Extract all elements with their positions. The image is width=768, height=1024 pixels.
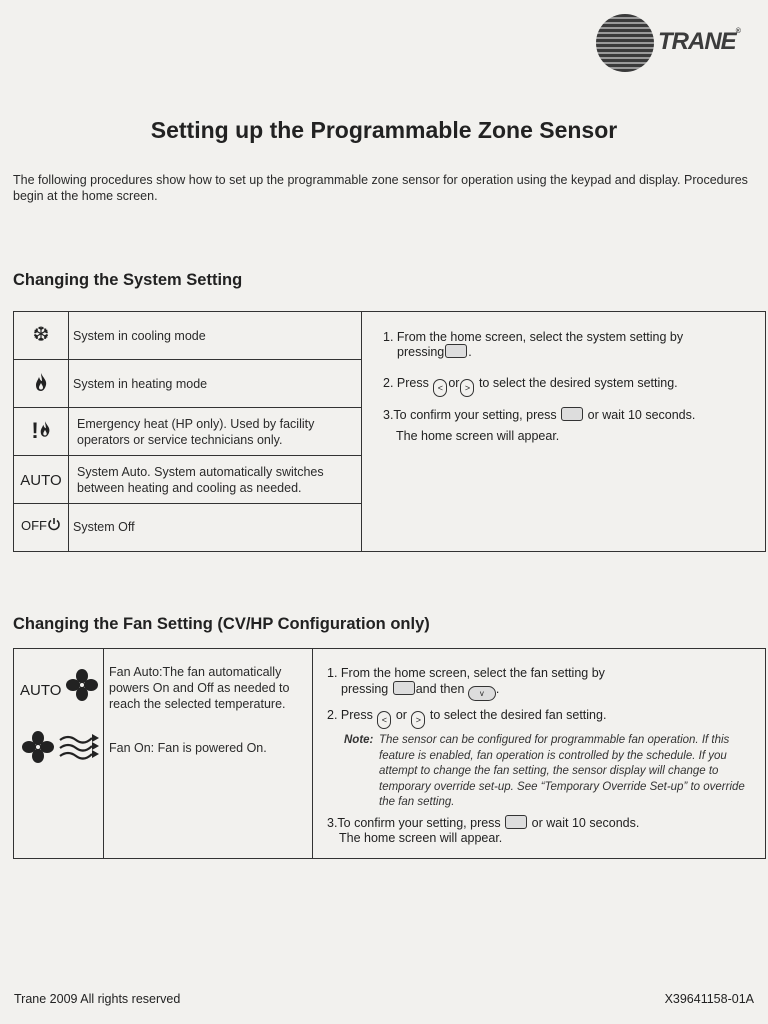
mode-emergency-text: Emergency heat (HP only). Used by facility operators or service technicians only. [77,417,315,447]
fan-note: The sensor can be configured for programmable fan operation. If this feature is enabled, fan operation is controlled by the schedule. If you attempt to change the fan setting, the sensor display will change to temporary override set-up. See “Temporary Override Set-up” to override the fan setting. [379,734,745,808]
mode-key-icon [445,344,467,358]
trane-globe-icon [596,14,654,72]
fan-step-1-cont: pressing and then v . [341,681,499,701]
fan-step-3: 3.To confirm your setting, press or wait 10 seconds. [327,816,640,830]
airflow-icon [58,731,102,763]
intro-text: The following procedures show how to set up the programmable zone sensor for operation using the keypad and display. Procedures begin at the home screen. [13,173,748,203]
mode-cooling-text: System in cooling mode [73,329,206,343]
fan-step-3-cont: The home screen will appear. [339,831,503,845]
mode-off-text: System Off [73,520,135,534]
confirm-key-icon [505,815,527,829]
mode-auto-text: System Auto. System automatically switches between heating and cooling as needed. [77,465,324,495]
off-power-icon [14,517,68,533]
right-arrow-key-icon: > [460,379,474,397]
logo-reg: ® [735,28,740,35]
system-heading: Changing the System Setting [13,271,243,289]
fan-on-text: Fan On: Fan is powered On. [109,741,267,755]
fan-key-icon [393,681,415,695]
fan-heading: Changing the Fan Setting (CV/HP Configuration only) [13,615,430,633]
left-arrow-key-icon: < [433,379,447,397]
trane-logo [596,14,766,74]
fan-auto-label: AUTO [20,682,62,699]
note-label: Note: [344,734,374,746]
flame-icon [14,372,68,396]
mode-heating-text: System in heating mode [73,377,208,391]
snowflake-icon: ❆ [32,324,50,346]
footer-copyright: Trane 2009 All rights reserved [14,992,181,1006]
left-arrow-key-icon: < [377,711,391,729]
fan-step-2: 2. Press < or > to select the desired fan setting. [327,707,606,729]
right-arrow-key-icon: > [411,711,425,729]
fan-on-icon [22,731,102,768]
confirm-key-icon [561,407,583,421]
fan-blade-icon [66,669,98,701]
fan-blade-icon [22,731,54,763]
auto-label: AUTO [20,472,62,489]
fan-step-1: 1. From the home screen, select the fan setting by [327,666,605,680]
fan-auto-text: Fan Auto:The fan automatically powers On and Off as needed to reach the selected temperature. [109,665,290,711]
off-label: OFF [21,518,47,533]
system-step-1: 1. From the home screen, select the system setting by [383,330,684,344]
down-arrow-key-icon: v [468,686,496,701]
system-step-2: 2. Press < or > to select the desired system setting. [383,375,678,397]
logo-word: TRANE [658,28,736,55]
system-step-3: 3.To confirm your setting, press or wait 10 seconds. [383,408,696,422]
system-step-3-cont: The home screen will appear. [396,429,560,443]
footer-doc-number: X39641158-01A [664,992,754,1006]
fan-auto-icon [20,669,98,706]
emergency-heat-icon [14,418,68,444]
page-title: Setting up the Programmable Zone Sensor [150,117,618,143]
emergency-heat-mark: ! [31,418,39,443]
system-step-1-cont: pressing . [397,345,472,359]
